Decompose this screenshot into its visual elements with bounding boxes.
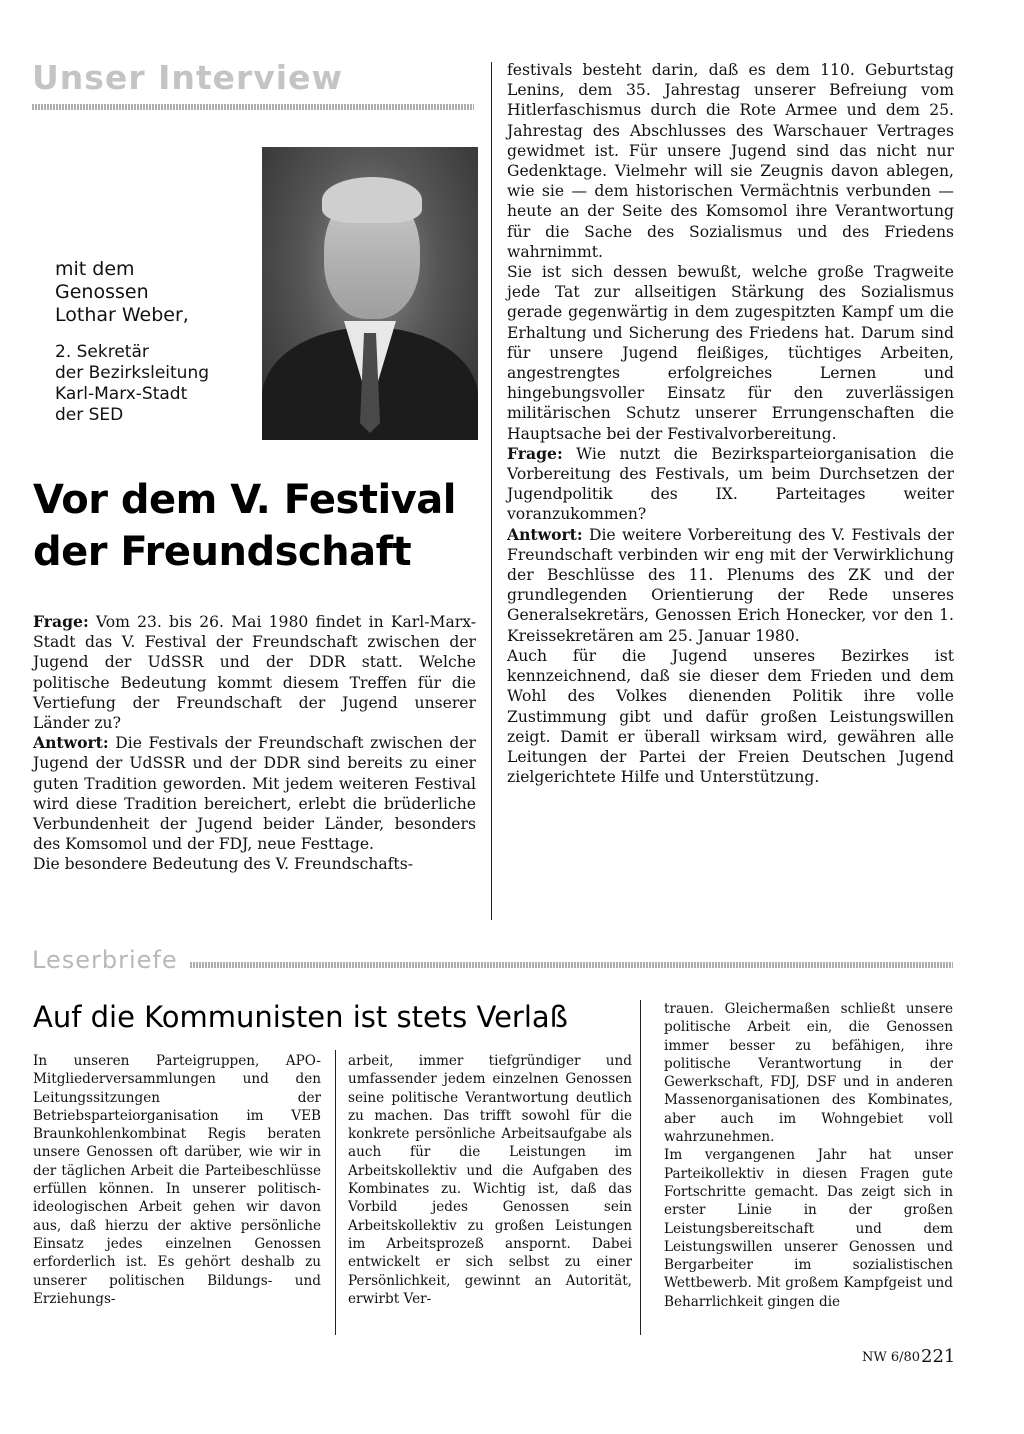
paragraph-text: Die Festivals der Freundschaft zwischen der Jugend der UdSSR und der DDR sind bereits zu einer guten Tradition geworden. Mit jedem weiteren Festival wird diese Tradition bereichert, erlebt die brüderliche Verbundenheit der Jugend beider Länder, besonders des Komsomol und der FDJ, neue Festtage. [33,734,476,854]
paragraph: In unseren Parteigruppen, APO-Mitgliederversammlungen und den Leitungssitzungen der Betriebsparteiorganisation im VEB Braunkohlenkombinat Regis beraten unsere Genossen oft darüber, wie wir in der täglichen Arbeit die Parteibeschlüsse erfüllen können. In unserer politisch-ideologischen Arbeit gehen wir davon aus, daß hierzu der aktive persönliche Einsatz jedes einzelnen Genossen erforderlich ist. Es gehört deshalb zu unserer politischen Bildungs- und Erziehungs- [33,1053,321,1307]
paragraph [507,60,954,262]
letter-column-2 [348,1052,632,1308]
intro-line: mit dem [55,258,135,280]
column-divider [640,1000,641,1335]
column-divider [491,62,492,920]
interviewee-role [55,342,260,426]
role-line: der SED [55,405,124,425]
article-headline [33,474,473,578]
paragraph: arbeit, immer tiefgründiger und umfassender jedem einzelnen Genossen seine politische Verantwortung deutlich zu machen. Das trifft sowohl für die konkrete persönliche Arbeitsaufgabe als auch für die Leistungen im Arbeitskollektiv und die Aufgaben des Kombinates zu. Wichtig ist, daß das Vorbild jedes Genossen sein Arbeitskollektiv zu großen Leistungen im Arbeitsprozeß anspornt. Dabei entwickelt er sich selbst zu einer Persönlichkeit, gewinnt an Autorität, erwirbt Ver- [348,1053,632,1307]
section-kicker-interview: Unser Interview [32,58,343,97]
interview-column-right [507,60,954,787]
question-label: Frage: [507,443,563,463]
letter-title: Auf die Kommunisten ist stets Verlaß [33,1000,568,1034]
paragraph-text: Auch für die Jugend unseres Bezirkes ist kennzeichnend, daß sie dieser dem Frieden und dem Wohl des Volkes dienenden Politik ihre volle Zustimmung gibt und dafür großen Leistungswillen zeigt. Damit er überall wirksam wird, gewähren alle Leitungen der Partei der Freien Deutschen Jugend zielgerichtete Hilfe und Unterstützung. [507,646,954,787]
intro-line: Lothar Weber, [55,304,189,326]
paragraph [507,444,954,525]
role-line: 2. Sekretär [55,342,149,362]
section-kicker-letters: Leserbriefe [32,946,178,974]
paragraph [33,854,476,874]
interviewee-intro [55,258,255,327]
headline-line: der Freundschaft [33,529,412,575]
headline-line: Vor dem V. Festival [33,477,456,523]
paragraph-text: festivals besteht darin, daß es dem 110. Geburtstag Lenins, dem 35. Jahrestag unserer Befreiung vom Hitlerfaschismus durch die Rote Armee und dem 25. Jahrestag des Abschlusses des Warschauer Vertrages gewidmet ist. Für unsere Jugend sind das nicht nur Gedenktage. Vielmehr will sie Zeugnis davon ablegen, wie sie — dem historischen Vermächtnis verbunden — heute an der Seite des Komsomol ihre Verantwortung für die Sache des Sozialismus und des Friedens wahrnimmt. [507,61,954,261]
paragraph [507,525,954,646]
portrait-photo [262,147,478,440]
paragraph [507,262,954,444]
paragraph [33,733,476,854]
interview-column-left [33,612,476,875]
page-number: 221 [921,1346,956,1367]
kicker-rule-letters [190,962,953,968]
letter-column-1 [33,1052,321,1308]
kicker-rule-interview [32,104,474,110]
paragraph: trauen. Gleichermaßen schließt unsere politische Arbeit ein, die Genossen immer besser zu befähigen, ihre politische Verantwortung in der Gewerkschaft, FDJ, DSF und in anderen Massenorganisationen des Kombinates, aber auch im Wohngebiet voll wahrzunehmen. [664,1001,953,1146]
question-label: Frage: [33,612,89,631]
paragraph [33,612,476,733]
role-line: der Bezirksleitung [55,363,210,383]
paragraph-text: Die weitere Vorbereitung des V. Festivals der Freundschaft verbinden wir eng mit der Verwirklichung der Beschlüsse des 11. Plenums des ZK und der grundlegenden Orientierung der Rede unseres Generalsekretärs, Genossen Erich Honecker, vor den 1. Kreissekretären am 25. Januar 1980. [507,525,954,645]
column-divider [335,1050,336,1335]
issue-number: NW 6/80 [862,1350,921,1365]
answer-label: Antwort: [33,733,109,753]
paragraph-text: Vom 23. bis 26. Mai 1980 findet in Karl-Marx-Stadt das V. Festival der Freundschaft zwischen der Jugend der UdSSR und der DDR statt. Welche politische Bedeutung kommt diesem Treffen für die Vertiefung der Freundschaft der Jugend unserer Länder zu? [33,613,476,733]
role-line: Karl-Marx-Stadt [55,384,188,404]
paragraph-text: Sie ist sich dessen bewußt, welche große Tragweite jede Tat zur allseitigen Stärkung des Sozialismus gerade gegenwärtig in dem zugespitzten Kampf um die Erhaltung und Sicherung des Friedens hat. Darum sind für unsere Jugend fleißiges, tüchtiges Arbeiten, angestrengtes erfolgreiches Lernen und hingebungsvoller Einsatz für den zuverlässigen militärischen Schutz unserer Errungenschaften die Hauptsache bei der Festivalvorbereitung. [507,263,954,443]
answer-label: Antwort: [507,524,583,544]
letter-column-3 [664,1000,953,1311]
paragraph-text: Die besondere Bedeutung des V. Freundschafts- [33,855,413,874]
paragraph-text: Wie nutzt die Bezirksparteiorganisation die Vorbereitung des Festivals, um beim Durchsetzen der Jugendpolitik des IX. Parteitages weiter voranzukommen? [507,444,954,524]
paragraph [507,646,954,787]
intro-line: Genossen [55,281,149,303]
paragraph: Im vergangenen Jahr hat unser Parteikollektiv in diesen Fragen gute Fortschritte gemacht. Das zeigt sich in erster Linie in der großen Leistungsbereitschaft und dem Leistungswillen unserer Genossen und Bergarbeiter im sozialistischen Wettbewerb. Mit großem Kampfgeist und Beharrlichkeit gingen die [664,1147,953,1310]
